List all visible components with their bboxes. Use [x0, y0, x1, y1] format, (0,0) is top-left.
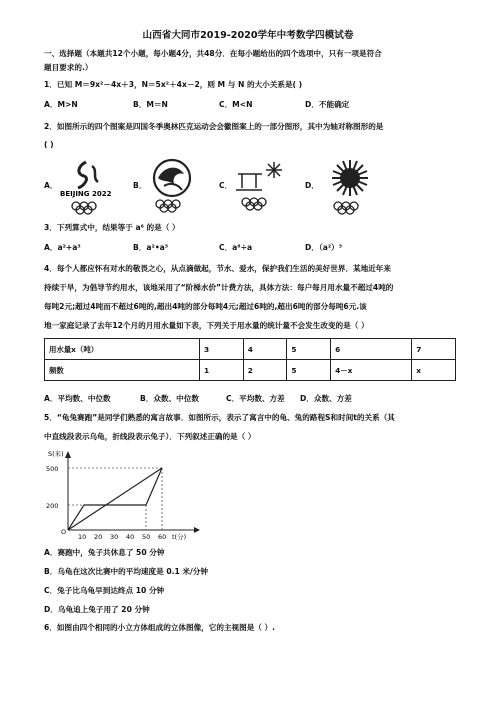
q4-option-c[interactable]: C．平均数、方差 [226, 394, 285, 403]
table-cell: 1 [200, 360, 244, 381]
table-cell: 频数 [45, 360, 200, 381]
sun-emblem-icon [320, 156, 380, 216]
q2-option-a-label[interactable]: A． [44, 181, 58, 190]
q5-option-d[interactable]: D．乌龟追上兔子用了 20 分钟 [44, 605, 150, 614]
q5-option-b[interactable]: B．乌龟在这次比赛中的平均速度是 0.1 米/分钟 [44, 567, 208, 576]
star-emblem-icon [232, 160, 288, 214]
table-cell: 4－x [331, 360, 412, 381]
table-cell: 7 [412, 339, 456, 360]
x-tick-label: 50 [142, 533, 151, 540]
q5-line1: 5．“龟兔赛跑”是同学们熟悉的寓言故事．如图所示，表示了寓言中的龟、兔的路程S和时间t的关系（其 [44, 413, 395, 422]
table-cell: 5 [287, 339, 331, 360]
y-tick-label: 500 [46, 465, 59, 473]
q3-stem: 3．下列算式中，结果等于 a⁶ 的是（ ） [44, 223, 180, 232]
x-tick-label: 30 [110, 533, 119, 540]
q4-option-d[interactable]: D．众数、方差 [300, 394, 352, 403]
table-cell: 4 [243, 339, 287, 360]
x-tick-label: 60 [158, 533, 167, 540]
y-axis-label: S(米) [48, 450, 64, 458]
q6-stem: 6．如图由四个相同的小立方体组成的立体图像，它的主视图是（ ）. [44, 623, 276, 632]
bird-emblem-icon [144, 156, 200, 214]
q4-line2: 持续干旱，为倡导节约用水，该地采用了“阶梯水价”计费方法，具体方法：每户每月用水量不超过4吨的 [44, 283, 394, 292]
page-title: 山西省大同市2019-2020学年中考数学四模试卷 [142, 30, 354, 41]
q5-option-c[interactable]: C．兔子比乌龟早到达终点 10 分钟 [44, 586, 165, 595]
q1-option-c[interactable]: C．M<N [219, 100, 253, 109]
origin-label: O [61, 528, 67, 536]
q4-option-b[interactable]: B．众数、中位数 [140, 394, 199, 403]
q1-option-b[interactable]: B．M＝N [133, 100, 168, 109]
section-intro-line1: 一、选择题（本题共12个小题，每小题4分，共48分．在每小题给出的四个选项中，只有一项是符合 [44, 49, 382, 58]
x-tick-label: 20 [94, 533, 103, 540]
table-row [45, 339, 456, 360]
q1-stem: 1．已知 M＝9x²－4x＋3，N＝5x²＋4x－2，则 M 与 N 的大小关系是( ) [44, 80, 303, 89]
q3-option-d[interactable]: D．（a²）³ [305, 243, 343, 252]
q2-option-c-label[interactable]: C． [219, 181, 233, 190]
x-axis-label: t(分) [172, 533, 187, 540]
table-cell: 5 [287, 360, 331, 381]
logo-a-text: BEIJING 2022 [60, 190, 112, 198]
beijing-2022-emblem-icon [56, 156, 128, 216]
q5-line2: 中直线段表示乌龟，折线段表示兔子）．下列叙述正确的是（ ） [44, 432, 256, 441]
y-tick-label: 200 [46, 502, 59, 510]
x-tick-label: 40 [126, 533, 135, 540]
tortoise-hare-graph [44, 448, 204, 540]
q3-option-a[interactable]: A．a²+a³ [44, 243, 81, 252]
q1-option-d[interactable]: D．不能确定 [305, 100, 350, 109]
table-cell: 6 [331, 339, 412, 360]
table-row [45, 360, 456, 381]
q3-option-c[interactable]: C．a⁸÷a [219, 243, 253, 252]
q2-stem-line2: ( ) [44, 140, 54, 149]
q4-line1: 4．每个人都应怀有对水的敬畏之心，从点滴做起，节水、爱水，保护我们生活的美好世界．某地近年来 [44, 264, 391, 273]
q4-line4: 地一家庭记录了去年12个月的月用水量如下表，下列关于用水量的统计量不会发生改变的是（ ） [44, 321, 369, 330]
table-cell: 2 [243, 360, 287, 381]
q3-option-b[interactable]: B．a²•a³ [133, 243, 169, 252]
q2-stem-line1: 2．如图所示的四个图案是四国冬季奥林匹克运动会会徽图案上的一部分图形，其中为轴对称图形的是 [44, 122, 384, 131]
q2-option-b-label[interactable]: B． [133, 181, 147, 190]
q1-option-a[interactable]: A．M>N [44, 100, 78, 109]
q2-option-d-label[interactable]: D． [305, 181, 319, 190]
table-cell: 用水量x（吨） [45, 339, 200, 360]
q5-option-a[interactable]: A．赛跑中，兔子共休息了 50 分钟 [44, 548, 165, 557]
q4-option-a[interactable]: A．平均数、中位数 [44, 394, 111, 403]
table-cell: x [412, 360, 456, 381]
q4-line3: 每吨2元;超过4吨而不超过6吨的,超出4吨的部分每吨4元;超过6吨的,超出6吨的部分每吨6元.该 [44, 302, 367, 311]
table-cell: 3 [200, 339, 244, 360]
section-intro-line2: 题目要求的.） [44, 63, 93, 72]
x-tick-label: 10 [78, 533, 87, 540]
water-usage-table [44, 338, 456, 381]
